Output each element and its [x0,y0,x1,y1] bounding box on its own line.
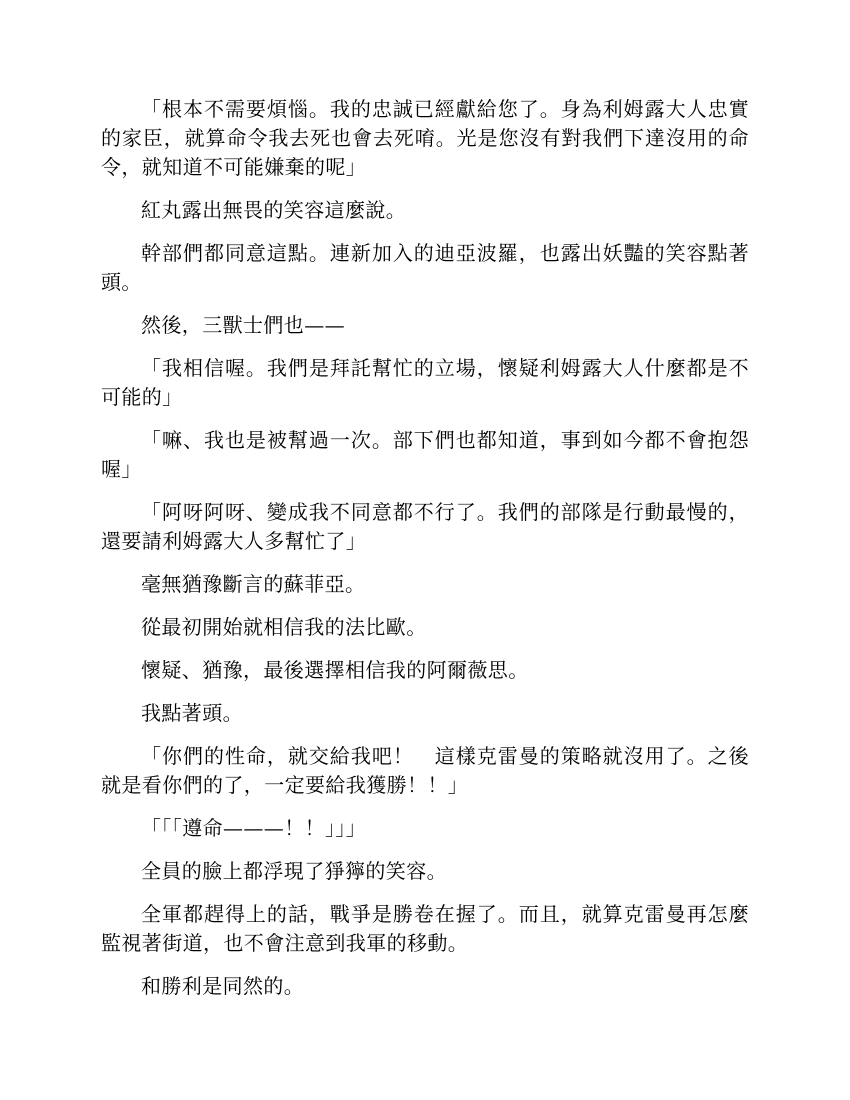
paragraph: 「你們的性命，就交給我吧！ 這樣克雷曼的策略就沒用了。之後就是看你們的了，一定要給我獲勝！！」 [101,744,749,797]
paragraph: 我點著頭。 [141,701,243,725]
paragraph: 懷疑、猶豫，最後選擇相信我的阿爾薇思。 [141,658,529,682]
paragraph: 從最初開始就相信我的法比歐。 [141,615,427,639]
paragraph: 全員的臉上都浮現了猙獰的笑容。 [141,859,447,883]
paragraph: 紅丸露出無畏的笑容這麼說。 [141,198,407,222]
paragraph: 「嘛、我也是被幫過一次。部下們也都知道，事到如今都不會抱怨喔」 [101,428,749,481]
paragraph: 幹部們都同意這點。連新加入的迪亞波羅，也露出妖豔的笑容點著頭。 [101,241,749,294]
paragraph: 「根本不需要煩惱。我的忠誠已經獻給您了。身為利姆露大人忠實的家臣，就算命令我去死也會去死唷。光是您沒有對我們下達沒用的命令，就知道不可能嫌棄的呢」 [101,97,749,179]
paragraph: 「「「遵命———！！」」」 [141,816,367,840]
paragraph: 「我相信喔。我們是拜託幫忙的立場，懷疑利姆露大人什麼都是不可能的」 [101,356,749,409]
document-page [101,95,749,1015]
paragraph: 毫無猶豫斷言的蘇菲亞。 [141,572,366,596]
paragraph: 全軍都趕得上的話，戰爭是勝卷在握了。而且，就算克雷曼再怎麼監視著街道，也不會注意到我軍的移動。 [101,902,749,955]
paragraph: 「阿呀阿呀、變成我不同意都不行了。我們的部隊是行動最慢的，還要請利姆露大人多幫忙了」 [101,500,749,553]
paragraph: 和勝利是同然的。 [141,974,305,998]
paragraph: 然後，三獸士們也—— [141,313,345,337]
